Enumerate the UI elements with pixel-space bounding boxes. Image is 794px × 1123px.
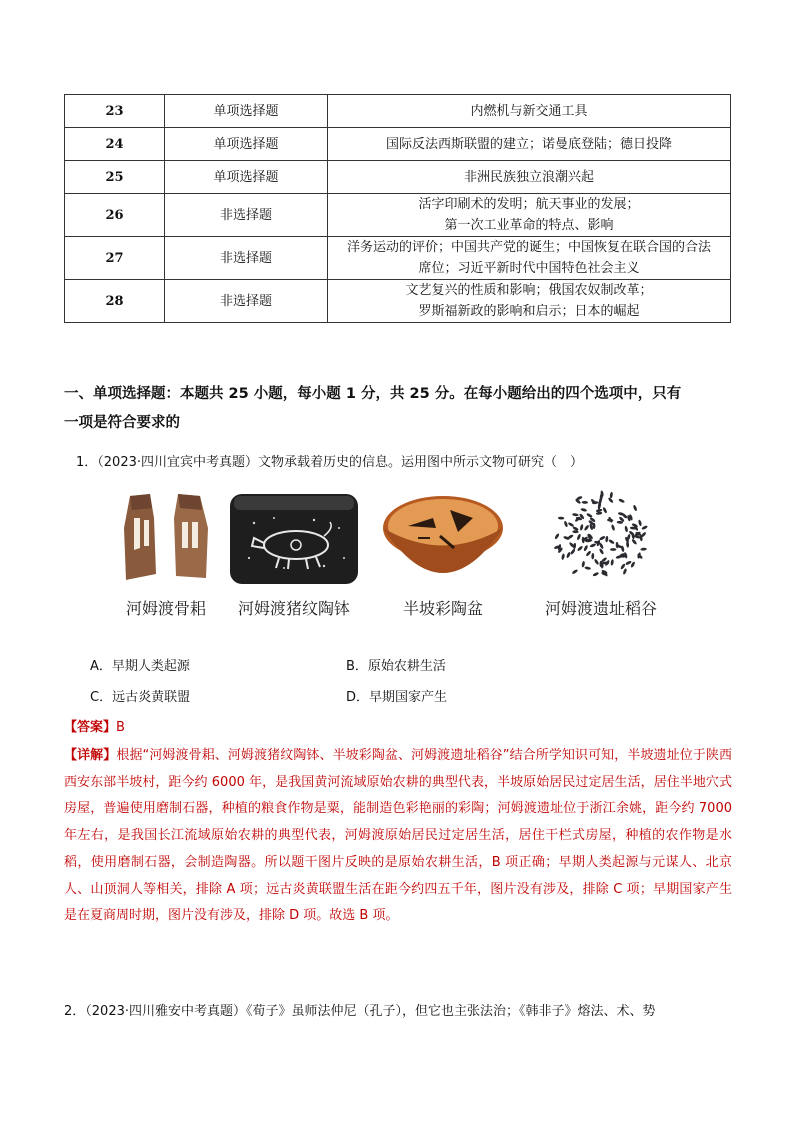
- artifact-bone-spade: [116, 488, 216, 619]
- topic-line: 洋务运动的评价；中国共产党的诞生；中国恢复在联合国的合法: [346, 240, 711, 255]
- question-type-cell: 非选择题: [165, 237, 328, 280]
- rice-grain: [577, 545, 584, 551]
- topic-cell: [328, 161, 731, 194]
- topic-cell: [328, 194, 731, 237]
- rice-grain: [622, 568, 627, 575]
- rice-grain: [609, 492, 613, 499]
- topic-line: 非洲民族独立浪潮兴起: [463, 169, 594, 185]
- rice-grain: [610, 559, 614, 566]
- table-row: [65, 194, 731, 237]
- answer-value: B: [116, 720, 125, 735]
- rice-grain: [570, 548, 576, 555]
- answer-detail: [64, 743, 732, 930]
- topic-line: 罗斯福新政的影响和启示；日本的崛起: [418, 304, 640, 319]
- pig-bowl-image: [224, 488, 364, 588]
- rice-grain: [586, 513, 593, 519]
- rice-grain: [582, 501, 588, 504]
- topic-line: 活字印刷术的发明；航天事业的发展；: [418, 197, 640, 212]
- question-1-stem: 1．（2023·四川宜宾中考真题）文物承载着历史的信息。运用图中所示文物可研究（ ）: [76, 455, 583, 470]
- question-type-cell: 单项选择题: [165, 128, 328, 161]
- rice-grain: [583, 545, 588, 552]
- rice-grains-image: [526, 488, 676, 588]
- rice-grain: [599, 535, 606, 541]
- question-number-cell: 27: [65, 237, 165, 280]
- rice-grain: [631, 538, 637, 545]
- rice-grain: [584, 524, 590, 531]
- rice-grain: [579, 524, 583, 531]
- rice-grain: [572, 530, 579, 533]
- option-c[interactable]: C．远古炎黄联盟: [90, 690, 191, 705]
- rice-grain: [582, 537, 585, 544]
- caption-banpo-basin: 半坡彩陶盆: [402, 599, 483, 618]
- detail-tag: 【详解】: [64, 748, 117, 763]
- topic-line: 文艺复兴的性质和影响；俄国农奴制改革；: [405, 283, 653, 298]
- exam-spec-table: [64, 94, 731, 323]
- topic-cell: [328, 95, 731, 128]
- rice-grain: [561, 553, 565, 560]
- table-row: [65, 280, 731, 323]
- topic-cell: [328, 128, 731, 161]
- rice-grain: [581, 561, 585, 568]
- table-row: [65, 237, 731, 280]
- rice-grain: [608, 539, 615, 545]
- question-number-cell: 26: [65, 194, 165, 237]
- table-row: [65, 95, 731, 128]
- question-type-cell: 非选择题: [165, 194, 328, 237]
- topic-line: 第一次工业革命的特点、影响: [444, 218, 614, 233]
- table-row: [65, 128, 731, 161]
- rice-grain: [641, 525, 648, 530]
- rice-grain: [611, 524, 616, 531]
- question-number-cell: 24: [65, 128, 165, 161]
- option-b[interactable]: B．原始农耕生活: [346, 659, 446, 674]
- table-row: [65, 161, 731, 194]
- section-heading: [64, 380, 732, 438]
- question-number-cell: 23: [65, 95, 165, 128]
- rice-grain: [605, 536, 608, 543]
- rice-grain: [618, 498, 625, 503]
- rice-grain: [576, 534, 581, 541]
- rice-grain: [566, 552, 571, 559]
- rice-grain: [573, 543, 577, 550]
- topic-line: 席位；习近平新时代中国特色社会主义: [418, 261, 640, 276]
- rice-grain: [584, 566, 591, 570]
- caption-pig-bowl: 河姆渡猪纹陶钵: [237, 599, 350, 618]
- rice-grain: [591, 553, 594, 560]
- rice-grain: [572, 513, 579, 517]
- rice-grain: [640, 547, 647, 550]
- question-2-stem: 2．（2023·四川雅安中考真题）《荀子》虽师法仲尼（孔子），但它也主张法治；《韩非子》熔法、术、势: [64, 1004, 656, 1019]
- option-a[interactable]: A．早期人类起源: [90, 659, 190, 674]
- rice-grain: [571, 569, 578, 575]
- rice-grain: [585, 550, 591, 557]
- answer-line: [64, 716, 125, 735]
- rice-grain: [563, 521, 568, 528]
- rice-grain: [638, 519, 642, 526]
- rice-grain: [633, 505, 638, 512]
- rice-grain: [568, 522, 575, 528]
- banpo-basin-image: [378, 488, 508, 588]
- artifact-rice-grains: [526, 488, 676, 619]
- rice-grain: [554, 533, 560, 540]
- question-type-cell: 单项选择题: [165, 95, 328, 128]
- rice-grain: [624, 526, 628, 533]
- rice-grain: [592, 572, 599, 577]
- bone-spade-image: [116, 488, 216, 588]
- rice-grain: [610, 548, 616, 551]
- artifact-banpo-basin: [378, 488, 508, 619]
- caption-bone-spade: 河姆渡骨耜: [125, 599, 206, 618]
- rice-grain: [594, 558, 600, 565]
- answer-tag: 【答案】: [64, 720, 117, 735]
- question-type-cell: 单项选择题: [165, 161, 328, 194]
- rice-grain: [599, 548, 605, 555]
- rice-grain: [625, 560, 632, 565]
- rice-grain: [589, 543, 596, 548]
- topic-line: 内燃机与新交通工具: [470, 103, 588, 119]
- rice-grain: [580, 508, 587, 512]
- option-d[interactable]: D．早期国家产生: [346, 690, 448, 705]
- rice-grain: [558, 517, 565, 520]
- artifact-images: [116, 488, 676, 628]
- question-number-cell: 28: [65, 280, 165, 323]
- section-heading-line1: 一、单项选择题：本题共 25 小题，每小题 1 分，共 25 分。在每小题给出的四个选项中，只有: [64, 386, 682, 402]
- detail-text: 根据“河姆渡骨耜、河姆渡猪纹陶钵、半坡彩陶盆、河姆渡遗址稻谷”结合所学知识可知，半坡遗址位于陕西西安东部半坡村，距今约 6000 年，是我国黄河流域原始农耕的典型代表，半坡原始居民过定居生活，居住半地穴式房屋，普遍使用磨制石器，种植的粮食作物是粟，能制造色彩艳丽的彩陶；河姆渡遗址位于浙江余姚，距今约 7000 年左右，是我国长江流域原始农耕的典型代表，河姆渡原始居民过定居生活，居住干栏式房屋，种植的农作物是水稻，使用磨制石器，会制造陶器。所以题干图片反映的是原始农耕生活，B 项正确；早期人类起源与元谋人、北京人、山顶洞人等相关，排除 A 项；远古炎黄联盟生活在距今约四五千年，图片没有涉及，排除 C 项；早期国家产生是在夏商周时期，图片没有涉及，排除 D 项。故选 B 项。: [64, 748, 732, 924]
- question-type-cell: 非选择题: [165, 280, 328, 323]
- rice-grain: [626, 541, 629, 548]
- topic-cell: [328, 237, 731, 280]
- rice-grain: [602, 507, 607, 514]
- caption-rice-grains: 河姆渡遗址稻谷: [544, 599, 657, 618]
- section-heading-line2: 一项是符合要求的: [64, 415, 180, 431]
- topic-line: 国际反法西斯联盟的建立；诺曼底登陆；德日投降: [385, 136, 672, 152]
- artifact-pig-bowl: [224, 488, 364, 619]
- topic-cell: [328, 280, 731, 323]
- rice-grain: [596, 511, 603, 515]
- question-number-cell: 25: [65, 161, 165, 194]
